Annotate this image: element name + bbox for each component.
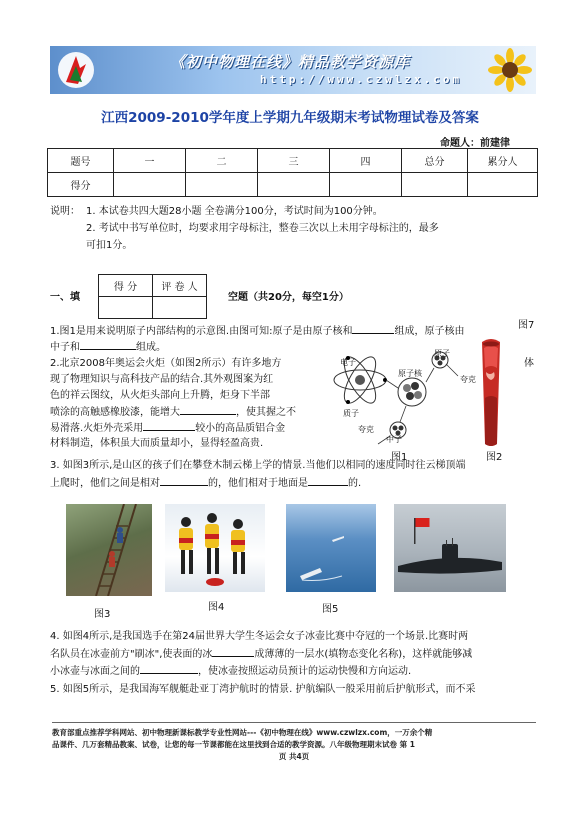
page-title: 江西2009-2010学年度上学期九年级期末考试物理试卷及答案 [101,110,479,126]
grader-cell [99,297,153,319]
q2-text: 较小的高品质铝合金 [195,423,286,434]
q1-text: 组成，原子核由 [394,326,465,337]
q2-text: 易滑落.火炬外壳采用 [50,423,144,434]
question-3-cont [50,475,361,492]
answer-blank[interactable] [140,663,198,674]
answer-blank[interactable] [352,323,394,334]
atom-label: 质子 [343,409,359,418]
q1-text: 中子和 [50,342,80,353]
q2-text: 现了物理知识与高科技产品的结合.其外观图案为红 [50,374,274,385]
question-5: 5. 如图5所示，是我国海军舰艇赴亚丁湾护航时的情景. 护航编队一般采用前后护航形式，而不采 [50,684,476,695]
answer-blank[interactable] [180,404,236,415]
site-banner [50,46,536,94]
question-3: 3. 如图3所示,是山区的孩子们在攀登木制云梯上学的情景.当他们以相同的速度同时往云梯顶端 [50,460,466,471]
answer-blank[interactable] [212,646,254,657]
instructions-line: 可扣1分。 [86,240,133,251]
footer-line: 品课件、几万套精品教案、试卷，让您的每一节课都能在这里找到合适的教学资源。八年级物理期末试卷 第 1 [52,740,415,749]
grader-table [98,274,207,319]
answer-blank[interactable] [160,475,208,486]
question-1 [50,323,464,340]
curling-photo [165,504,265,592]
olympic-torch-image [476,338,506,458]
q2-text: 喷涂的高触感橡胶漆，能增大 [50,407,180,418]
page-footer [52,727,536,763]
atom-label: 中子 [386,435,402,444]
q1-text: 1.图1是用来说明原子内部结构的示意图.由图可知:原子是由原子核和 [50,326,353,337]
site-logo-icon [56,50,96,90]
instructions-line: 2. 考试中书写单位时，均要求用字母标注，整卷三次以上未用字母标注的，最多 [86,223,439,234]
section-title: 空题（共20分，每空1分） [228,292,349,303]
question-4-cont [50,663,411,680]
sunflower-icon [488,48,532,92]
score-row-label: 得分 [48,173,114,197]
score-cell [114,173,186,197]
atom-label: 夸克 [358,425,374,434]
footer-line: 教育部重点推荐学科网站、初中物理新课标教学专业性网站---《初中物理在线》www.czwlzx.com，一万余个精 [52,728,433,737]
atom-label: 夸克 [460,375,476,384]
question-1-cont [50,339,166,356]
q2-text: ，使其握之不 [236,407,296,418]
navy-escort-photo [286,504,376,592]
q1-text: 组成。 [136,342,166,353]
score-table [47,148,538,197]
q2-text: 色的祥云图纹，从火炬头部向上升腾，炬身下半部 [50,390,270,401]
score-header-cell: 一 [114,149,186,173]
instructions-label: 说明： [50,206,80,217]
figure-1-label: 图1 [391,452,408,463]
atom-label: 电子 [340,358,356,367]
score-header-cell: 二 [186,149,258,173]
atom-label: 原子 [434,349,450,358]
section-label: 一、填 [50,292,80,303]
score-cell [186,173,258,197]
score-header-cell: 题号 [48,149,114,173]
q3-text: 的，他们相对于地面是 [208,478,308,489]
score-cell [402,173,468,197]
instructions-line: 1. 本试卷共四大题28小题 全卷满分100分，考试时间为100分钟。 [86,206,383,217]
footer-page-number: 页 共4页 [278,752,310,761]
q2-text: 材料制造，体积虽大而质量却小，显得轻盈高贵. [50,438,264,449]
question-2: 2.北京2008年奥运会火炬（如图2所示）有许多地方 [50,358,282,369]
q3-text: 上爬时，他们之间是相对 [50,478,160,489]
score-header-cell: 总分 [402,149,468,173]
answer-blank[interactable] [308,475,348,486]
grader-score-header: 得 分 [99,275,153,297]
grader-cell [153,297,207,319]
question-4-cont [50,646,472,663]
answer-blank[interactable] [143,420,195,431]
q4-text: 成薄薄的一层水(填物态变化名称)，这样就能够减 [254,649,473,660]
mountain-ladder-photo [66,504,152,596]
q2-text [50,420,285,437]
grader-person-header: 评 卷 人 [153,275,207,297]
score-cell [468,173,538,197]
figure-2-label: 图2 [486,452,503,463]
nucleus-icon [398,378,426,406]
author-line: 命题人：前建律 [440,138,510,149]
q4-text: ，使冰壶按照运动员预计的运动快慢和方向运动. [198,666,412,677]
score-header-cell: 四 [330,149,402,173]
figure-4-label: 图4 [208,602,225,613]
submarine-photo [394,504,506,592]
score-header-cell: 三 [258,149,330,173]
figure-3-label: 图3 [94,609,111,620]
q3-text: 的. [348,478,362,489]
score-header-cell: 累分人 [468,149,538,173]
footer-divider [52,722,536,723]
banner-title: 《初中物理在线》精品教学资源库 [170,53,411,71]
q2-text: 体 [524,358,534,369]
banner-url[interactable]: http://www.czwlzx.com [260,73,463,86]
atom-label: 原子核 [398,369,422,378]
q2-text [50,404,296,421]
figure-5-label: 图5 [322,604,339,615]
q4-text: 名队员在冰壶前方"刷冰",使表面的冰 [50,649,213,660]
q4-text: 小冰壶与冰面之间的 [50,666,140,677]
score-cell [258,173,330,197]
figure-note: 图7 [518,320,535,331]
score-cell [330,173,402,197]
question-4: 4. 如图4所示,是我国选手在第24届世界大学生冬运会女子冰壶比赛中夺冠的一个场景.比赛时两 [50,631,469,642]
answer-blank[interactable] [80,339,136,350]
